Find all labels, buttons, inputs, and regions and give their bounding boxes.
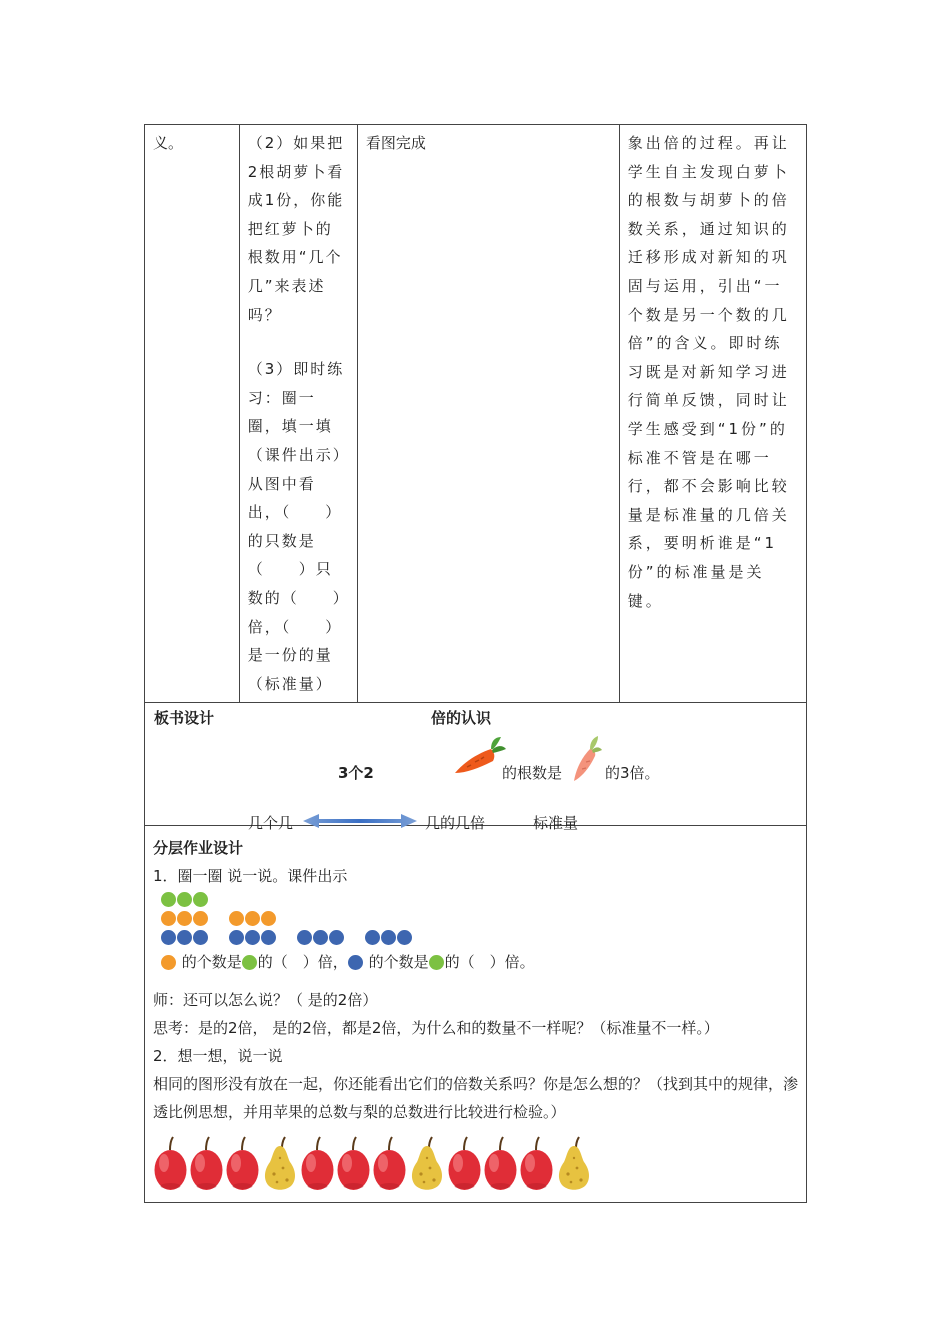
pear-icon: [408, 1136, 447, 1192]
board-row: [145, 703, 807, 826]
homework-label: 分层作业设计: [153, 839, 244, 858]
blue-dot: [245, 930, 260, 945]
question-3: （3）即时练习：圈一圈，填一填（课件出示）: [247, 360, 350, 464]
orange-dot: [161, 911, 176, 926]
orange-dot: [229, 911, 244, 926]
apple-icon: [519, 1136, 555, 1192]
sentence-part: 的（ ）倍。: [444, 953, 535, 972]
sentence-part: 的（ ）倍，: [257, 953, 348, 972]
think-line: 思考：是的2倍， 是的2倍，都是2倍，为什么和的数量不一样呢？（标准量不一样。）: [153, 1019, 719, 1038]
blue-dot: [297, 930, 312, 945]
pear-icon: [261, 1136, 300, 1192]
radish-icon: [568, 735, 602, 788]
green-dot: [177, 892, 192, 907]
orange-dot: [193, 911, 208, 926]
green-dot: [193, 892, 208, 907]
carrot-icon: [451, 735, 507, 784]
lesson-plan-sheet: [144, 124, 807, 1203]
design-intent-cell: 象出倍的过程。再让学生自主发现白萝卜的根数与胡萝卜的倍数关系，通过知识的迁移形成对新知的巩固与运用，引出“一个数是另一个数的几倍”的含义。即时练习既是对新知学习进行简单反馈，同时让学生感受到“1份”的标准不管是在哪一行，都不会影响比较量是标准量的几倍关系，要明析谁是“1份”的标准量是关键。: [619, 125, 806, 703]
board-label: 板书设计: [154, 709, 215, 728]
teacher-line: 师：还可以怎么说？（ 是的2倍）: [153, 991, 378, 1010]
apple-icon: [372, 1136, 408, 1192]
sentence-part: 的个数是: [368, 953, 429, 972]
orange-row: [161, 909, 798, 928]
apple-icon: [225, 1136, 261, 1192]
question-1: 1．圈一圈 说一说。课件出示: [153, 867, 348, 886]
board-title: 倍的认识: [431, 709, 492, 728]
blue-dot: [313, 930, 328, 945]
board-design-cell: [145, 703, 807, 833]
times-text: 的3倍。: [605, 764, 660, 783]
homework-row: [145, 826, 807, 1203]
three-of-two: 3个2: [338, 764, 374, 783]
blue-row: [161, 928, 798, 947]
blue-dot: [329, 930, 344, 945]
blue-dot: [381, 930, 396, 945]
blue-dot: [261, 930, 276, 945]
jidejibei-label: 几的几倍: [425, 814, 486, 833]
apple-icon: [189, 1136, 225, 1192]
dot-diagram: [161, 890, 798, 972]
jigeji-label: 几个几: [248, 814, 294, 833]
double-arrow-icon: [303, 813, 417, 834]
fill-blank-text: 从图中看出，（ ）的只数是（ ）只数的（ ）倍，（ ）是一份的量（标准量）: [247, 474, 343, 693]
green-dot: [161, 892, 176, 907]
process-row: [145, 125, 807, 703]
student-activity-cell: 看图完成: [357, 125, 619, 703]
apple-icon: [483, 1136, 519, 1192]
question-2-text: 相同的图形没有放在一起，你还能看出它们的倍数关系吗？你是怎么想的？（找到其中的规律，渗透比例思想，并用苹果的总数与梨的总数进行比较进行检验。）: [153, 1075, 799, 1122]
fruit-row: [153, 1134, 798, 1192]
green-row: [161, 890, 798, 909]
orange-dot: [261, 911, 276, 926]
stage-cell: 义。: [145, 125, 240, 703]
blue-dot: [229, 930, 244, 945]
spacer: [248, 329, 349, 355]
apple-icon: [336, 1136, 372, 1192]
dot-sentence: [161, 953, 798, 972]
blue-dot: [161, 930, 176, 945]
spacer: [153, 972, 798, 986]
blue-dot: [177, 930, 192, 945]
question-2-heading: 2．想一想，说一说: [153, 1047, 283, 1066]
orange-dot: [245, 911, 260, 926]
blue-dot: [348, 955, 363, 970]
orange-dot: [177, 911, 192, 926]
apple-icon: [153, 1136, 189, 1192]
blue-dot: [193, 930, 208, 945]
apple-icon: [447, 1136, 483, 1192]
blue-dot: [397, 930, 412, 945]
green-dot: [429, 955, 444, 970]
root-text: 的根数是: [502, 764, 563, 783]
teacher-activity-cell: [239, 125, 357, 703]
apple-icon: [300, 1136, 336, 1192]
homework-cell: [145, 826, 807, 1203]
pear-icon: [555, 1136, 594, 1192]
sentence-part: 的个数是: [181, 953, 242, 972]
orange-dot: [161, 955, 176, 970]
lesson-table: [144, 124, 807, 1203]
question-2: （2）如果把2根胡萝卜看成1份，你能把红萝卜的根数用“几个几”来表述吗？: [247, 134, 345, 324]
green-dot: [242, 955, 257, 970]
standard-label: 标准量: [533, 814, 579, 833]
blue-dot: [365, 930, 380, 945]
